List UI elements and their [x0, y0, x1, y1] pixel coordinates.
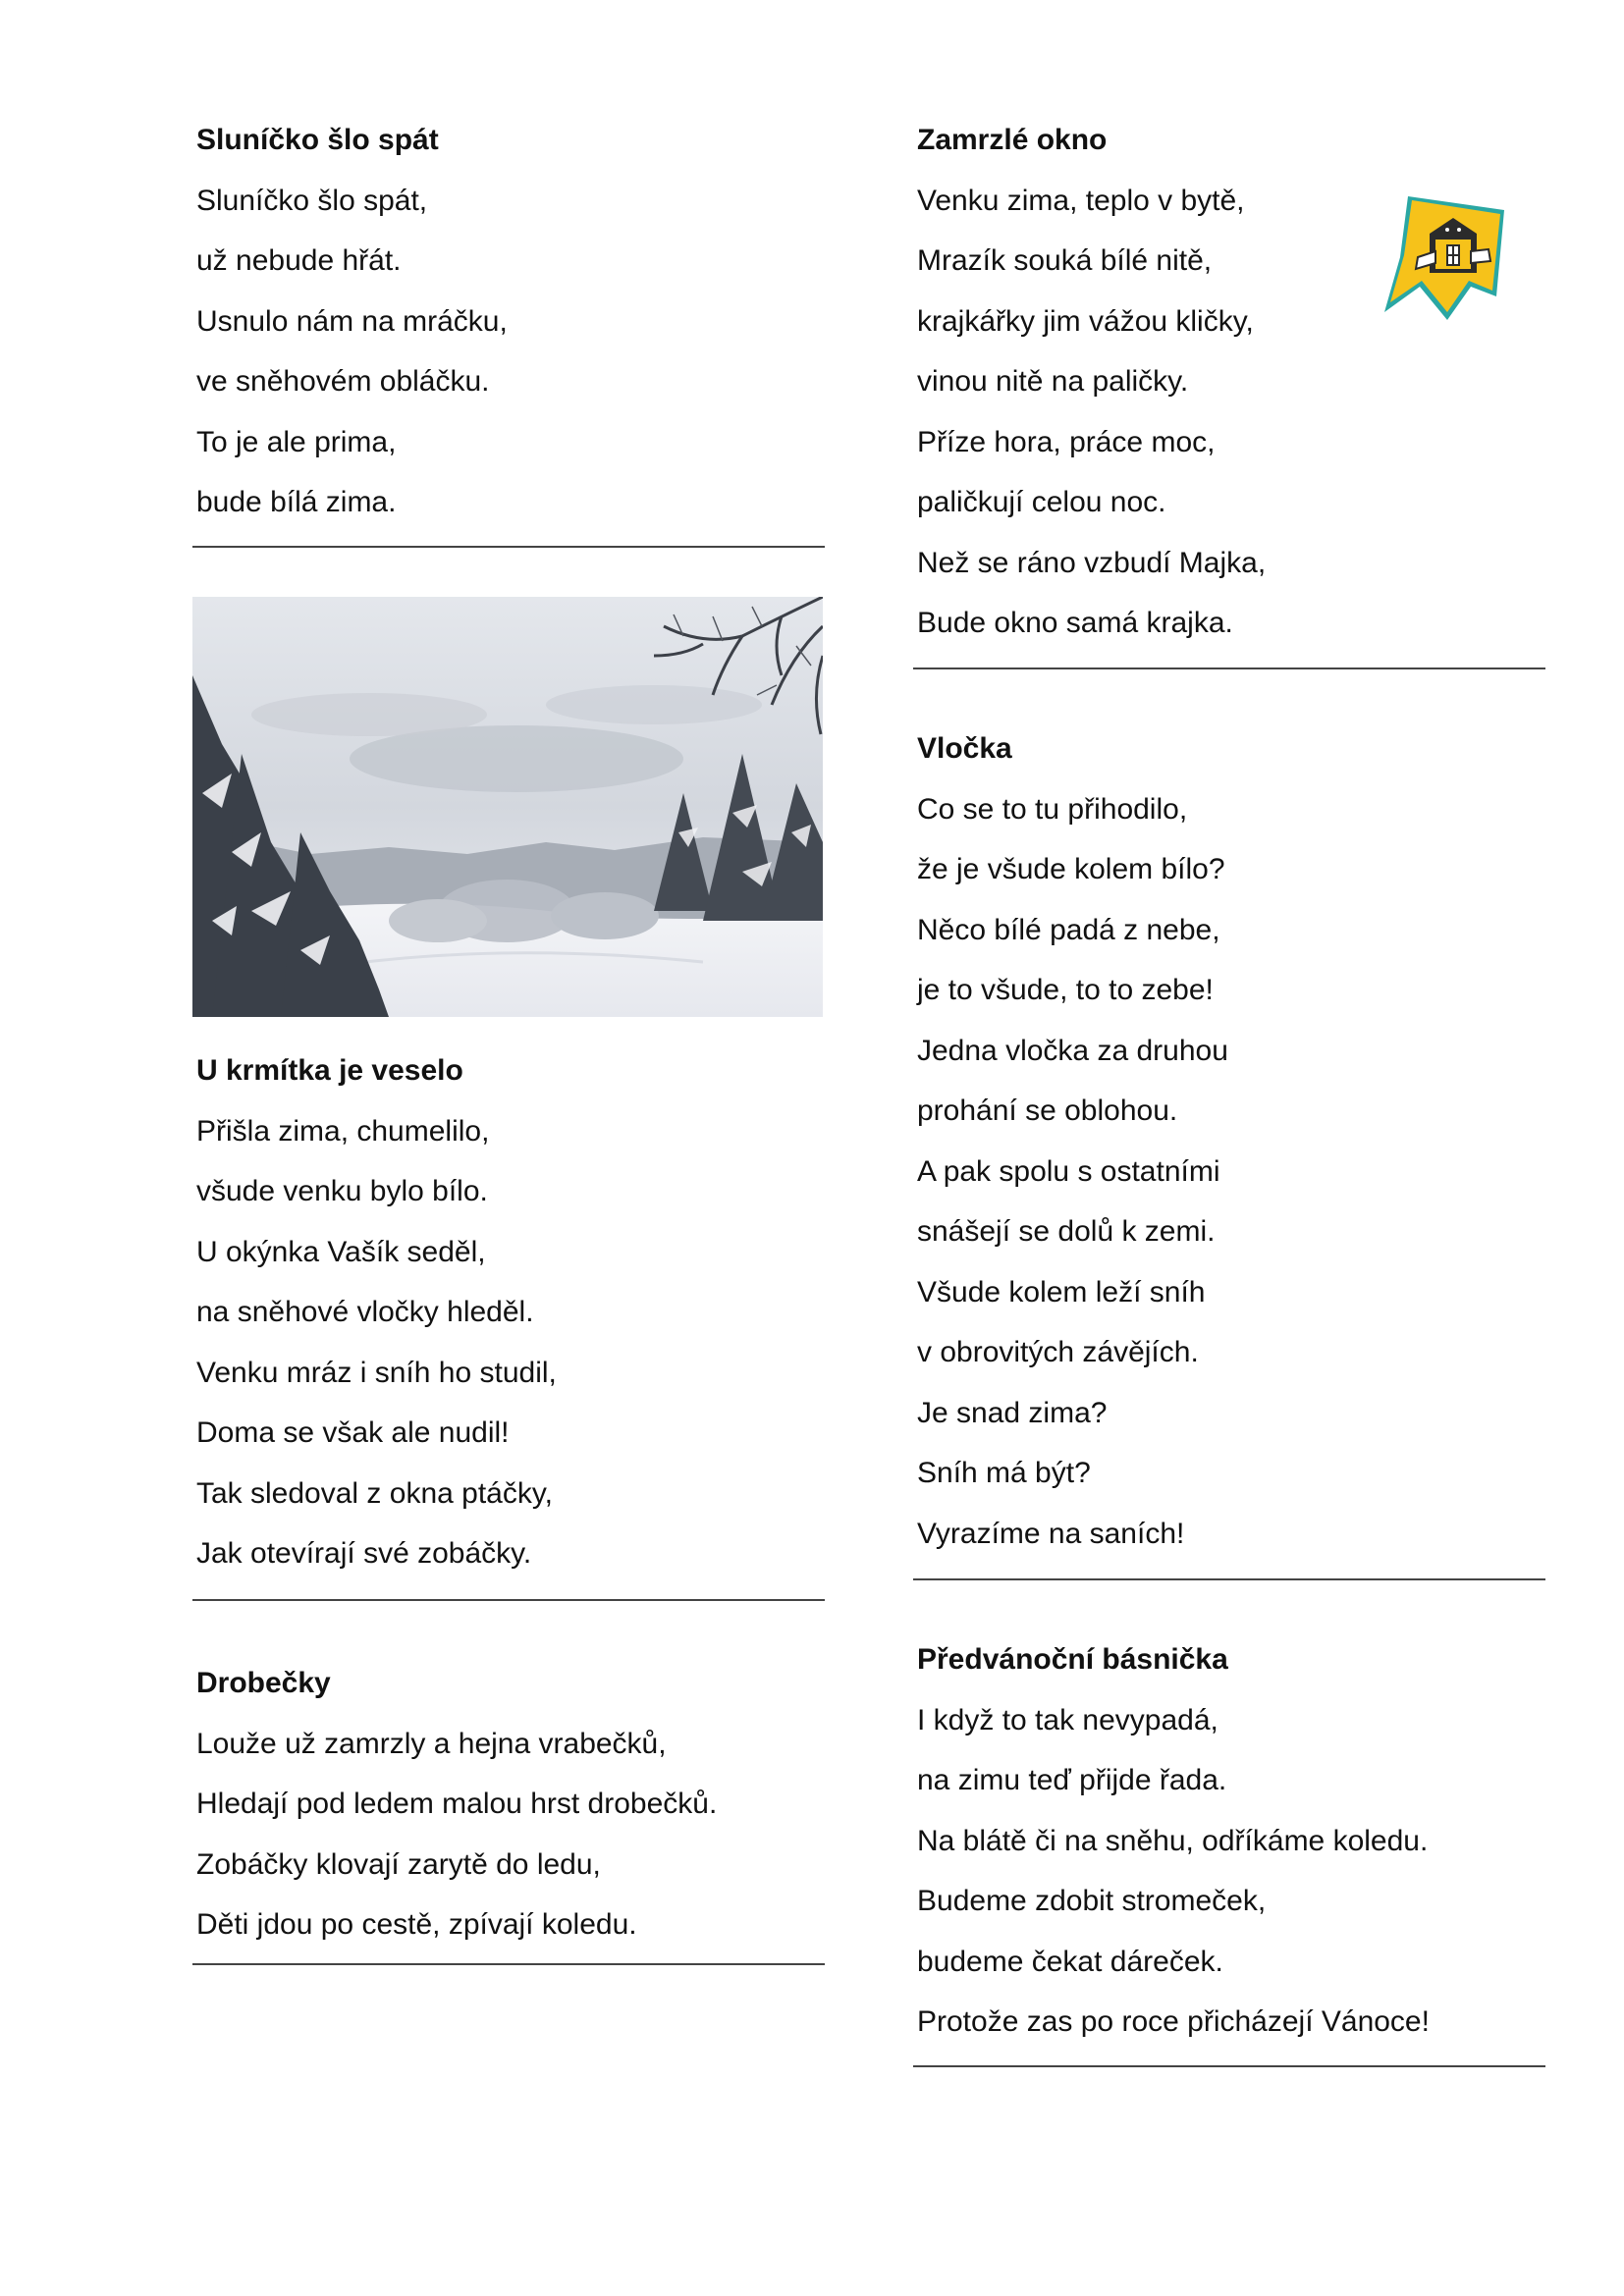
- poem-title: Vločka: [917, 732, 1012, 765]
- poem-line: Usnulo nám na mráčku,: [196, 304, 508, 338]
- poem-line: Na blátě či na sněhu, odříkáme koledu.: [917, 1824, 1429, 1857]
- divider-rule: [192, 1963, 825, 1965]
- poem-slunicko: [192, 110, 825, 533]
- poem-line: Jak otevírají své zobáčky.: [196, 1537, 532, 1570]
- poem-line: Příze hora, práce moc,: [917, 425, 1216, 458]
- poem-body: [913, 779, 1545, 1565]
- poem-drobecky: [192, 1653, 825, 1955]
- poem-line: na sněhové vločky hleděl.: [196, 1296, 534, 1328]
- divider-rule: [192, 1599, 825, 1601]
- poem-line: Všude kolem leží sníh: [917, 1275, 1206, 1308]
- poem-line: A pak spolu s ostatními: [917, 1154, 1220, 1188]
- poem-line: krajkářky jim vážou kličky,: [917, 304, 1254, 338]
- poem-line: Sluníčko šlo spát,: [196, 184, 428, 217]
- poem-line: Bude okno samá krajka.: [917, 607, 1233, 639]
- poem-line: Jedna vločka za druhou: [917, 1034, 1228, 1067]
- poem-title: Sluníčko šlo spát: [196, 124, 439, 156]
- poem-line: Doma se však ale nudil!: [196, 1416, 510, 1449]
- poem-line: Louže už zamrzly a hejna vrabečků,: [196, 1727, 667, 1760]
- divider-rule: [192, 546, 825, 548]
- poem-line: bude bílá zima.: [196, 486, 397, 518]
- poem-line: Je snad zima?: [917, 1396, 1108, 1429]
- poem-line: Budeme zdobit stromeček,: [917, 1885, 1267, 1917]
- poem-line: ve sněhovém obláčku.: [196, 365, 490, 398]
- poem-body: [192, 1714, 825, 1955]
- poem-line: Co se to tu přihodilo,: [917, 792, 1188, 826]
- poem-line: je to všude, to to zebe!: [917, 974, 1214, 1006]
- poem-line: paličkují celou noc.: [917, 486, 1166, 518]
- poem-line: Venku zima, teplo v bytě,: [917, 184, 1245, 217]
- divider-rule: [913, 2065, 1545, 2067]
- divider-rule: [913, 1578, 1545, 1580]
- poem-line: snášejí se dolů k zemi.: [917, 1215, 1216, 1248]
- poem-line: Vyrazíme na saních!: [917, 1517, 1185, 1550]
- poem-line: Než se ráno vzbudí Majka,: [917, 546, 1267, 579]
- poem-line: už nebude hřát.: [196, 244, 402, 277]
- poem-line: To je ale prima,: [196, 425, 397, 458]
- poem-line: Něco bílé padá z nebe,: [917, 913, 1220, 946]
- poem-line: Přišla zima, chumelilo,: [196, 1114, 490, 1148]
- poem-title: Drobečky: [196, 1667, 331, 1699]
- poem-krmitko: [192, 1041, 825, 1584]
- poem-body: [192, 1101, 825, 1584]
- poem-line: prohání se oblohou.: [917, 1095, 1178, 1127]
- poem-line: Hledají pod ledem malou hrst drobečků.: [196, 1788, 718, 1820]
- yellow-house-logo-icon: [1379, 188, 1522, 322]
- poem-body: [913, 1690, 1545, 2053]
- poem-title: Předvánoční básnička: [917, 1643, 1228, 1676]
- poem-line: I když to tak nevypadá,: [917, 1703, 1218, 1736]
- poem-line: Mrazík souká bílé nitě,: [917, 244, 1213, 277]
- poem-line: všude venku bylo bílo.: [196, 1175, 488, 1207]
- poem-vlocka: [913, 719, 1545, 1564]
- snowy-forest-landscape-image: [192, 597, 823, 1017]
- poem-title: Zamrzlé okno: [917, 124, 1108, 156]
- poem-predvanocni: [913, 1629, 1545, 2053]
- poem-line: Sníh má být?: [917, 1457, 1091, 1489]
- poem-line: Tak sledoval z okna ptáčky,: [196, 1476, 553, 1510]
- poem-line: Venku mráz i sníh ho studil,: [196, 1356, 557, 1389]
- poem-line: Děti jdou po cestě, zpívají koledu.: [196, 1908, 637, 1941]
- poem-line: Protože zas po roce přicházejí Vánoce!: [917, 2005, 1430, 2038]
- poem-line: v obrovitých závějích.: [917, 1336, 1199, 1368]
- poem-line: U okýnka Vašík seděl,: [196, 1235, 486, 1268]
- poem-line: na zimu teď přijde řada.: [917, 1764, 1227, 1796]
- poem-body: [192, 171, 825, 533]
- poem-line: budeme čekat dáreček.: [917, 1945, 1223, 1978]
- poem-line: že je všude kolem bílo?: [917, 853, 1225, 885]
- divider-rule: [913, 667, 1545, 669]
- poem-title: U krmítka je veselo: [196, 1054, 463, 1087]
- poem-line: vinou nitě na paličky.: [917, 365, 1189, 398]
- poem-line: Zobáčky klovají zarytě do ledu,: [196, 1847, 601, 1881]
